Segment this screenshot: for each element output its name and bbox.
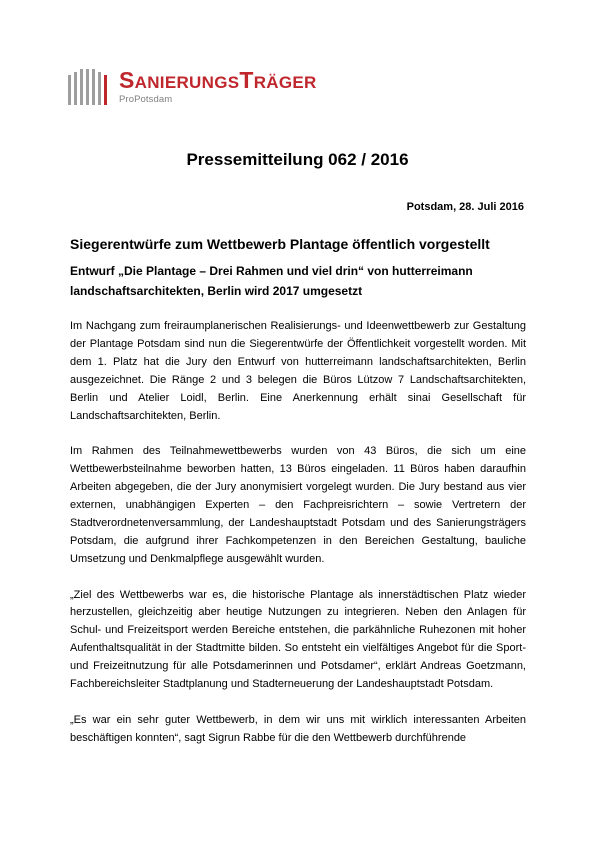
logo-text: [119, 67, 317, 106]
sanierungstraeger-logo: [68, 69, 348, 105]
logo-subtitle: ProPotsdam: [119, 94, 173, 105]
logo-name: SANIERUNGSTRÄGER: [119, 67, 317, 93]
paragraph-2: Im Rahmen des Teilnahmewettbewerbs wurden von 43 Büros, die sich um eine Wettbewerbsteilnahme beworben hatten, 13 Büros eingeladen. 11 Büros haben daraufhin Arbeiten abgegeben, die der Jury anonymisiert vorgelegt wurden. Die Jury bestand aus vier externen, unabhängigen Experten – den Fachpreisrichtern – sowie Vertretern der Stadtverordnetenversammlung, der Landeshauptstadt Potsdam und des Sanierungsträgers Potsdam, die aufgrund ihrer Fachkompetenzen in den Bereichen Gestaltung, bauliche Umsetzung und Denkmalpflege ausgewählt wurden.: [70, 445, 526, 565]
paragraph-1: Im Nachgang zum freiraumplanerischen Realisierungs- und Ideenwettbewerb zur Gestaltung der Plantage Potsdam sind nun die Siegerentwürfe der Öffentlichkeit vorgestellt worden. Mit dem 1. Platz hat die Jury den Entwurf von hutterreimann landschaftsarchitekten, Berlin ausgezeichnet. Die Ränge 2 und 3 belegen die Büros Lützow 7 Landschaftsarchitekten, Berlin und Atelier Loidl, Berlin. Eine Anerkennung erhält sinai Gesellschaft für Landschaftsarchitekten, Berlin.: [70, 320, 526, 422]
logo-bars-icon: [68, 69, 108, 105]
paragraph-4: „Es war ein sehr guter Wettbewerb, in dem wir uns mit wirklich interessanten Arbeiten beschäftigen konnten“, sagt Sigrun Rabbe für die den Wettbewerb durchführende: [70, 713, 526, 744]
press-release-date: Potsdam, 28. Juli 2016: [406, 201, 524, 213]
headline: Siegerentwürfe zum Wettbewerb Plantage öffentlich vorgestellt: [70, 236, 490, 252]
body-text: [70, 318, 526, 766]
subheadline: Entwurf „Die Plantage – Drei Rahmen und viel drin“ von hutterreimann landschaftsarchitekten, Berlin wird 2017 umgesetzt: [70, 264, 473, 298]
press-release-title: Pressemitteilung 062 / 2016: [186, 150, 409, 169]
paragraph-3: „Ziel des Wettbewerbs war es, die historische Plantage als innerstädtischen Platz wieder herzustellen, gleichzeitig aber heutige Nutzungen zu integrieren. Neben den Anlagen für Schul- und Freizeitsport werden Bereiche entstehen, die parkähnliche Ruhezonen mit hoher Aufenthaltsqualität in der Stadtmitte bilden. So entsteht ein vielfältiges Angebot für die Sport- und Freizeitnutzung für alle Potsdamerinnen und Potsdamer“, erklärt Andreas Goetzmann, Fachbereichsleiter Stadtplanung und Stadterneuerung der Landeshauptstadt Potsdam.: [70, 588, 526, 691]
